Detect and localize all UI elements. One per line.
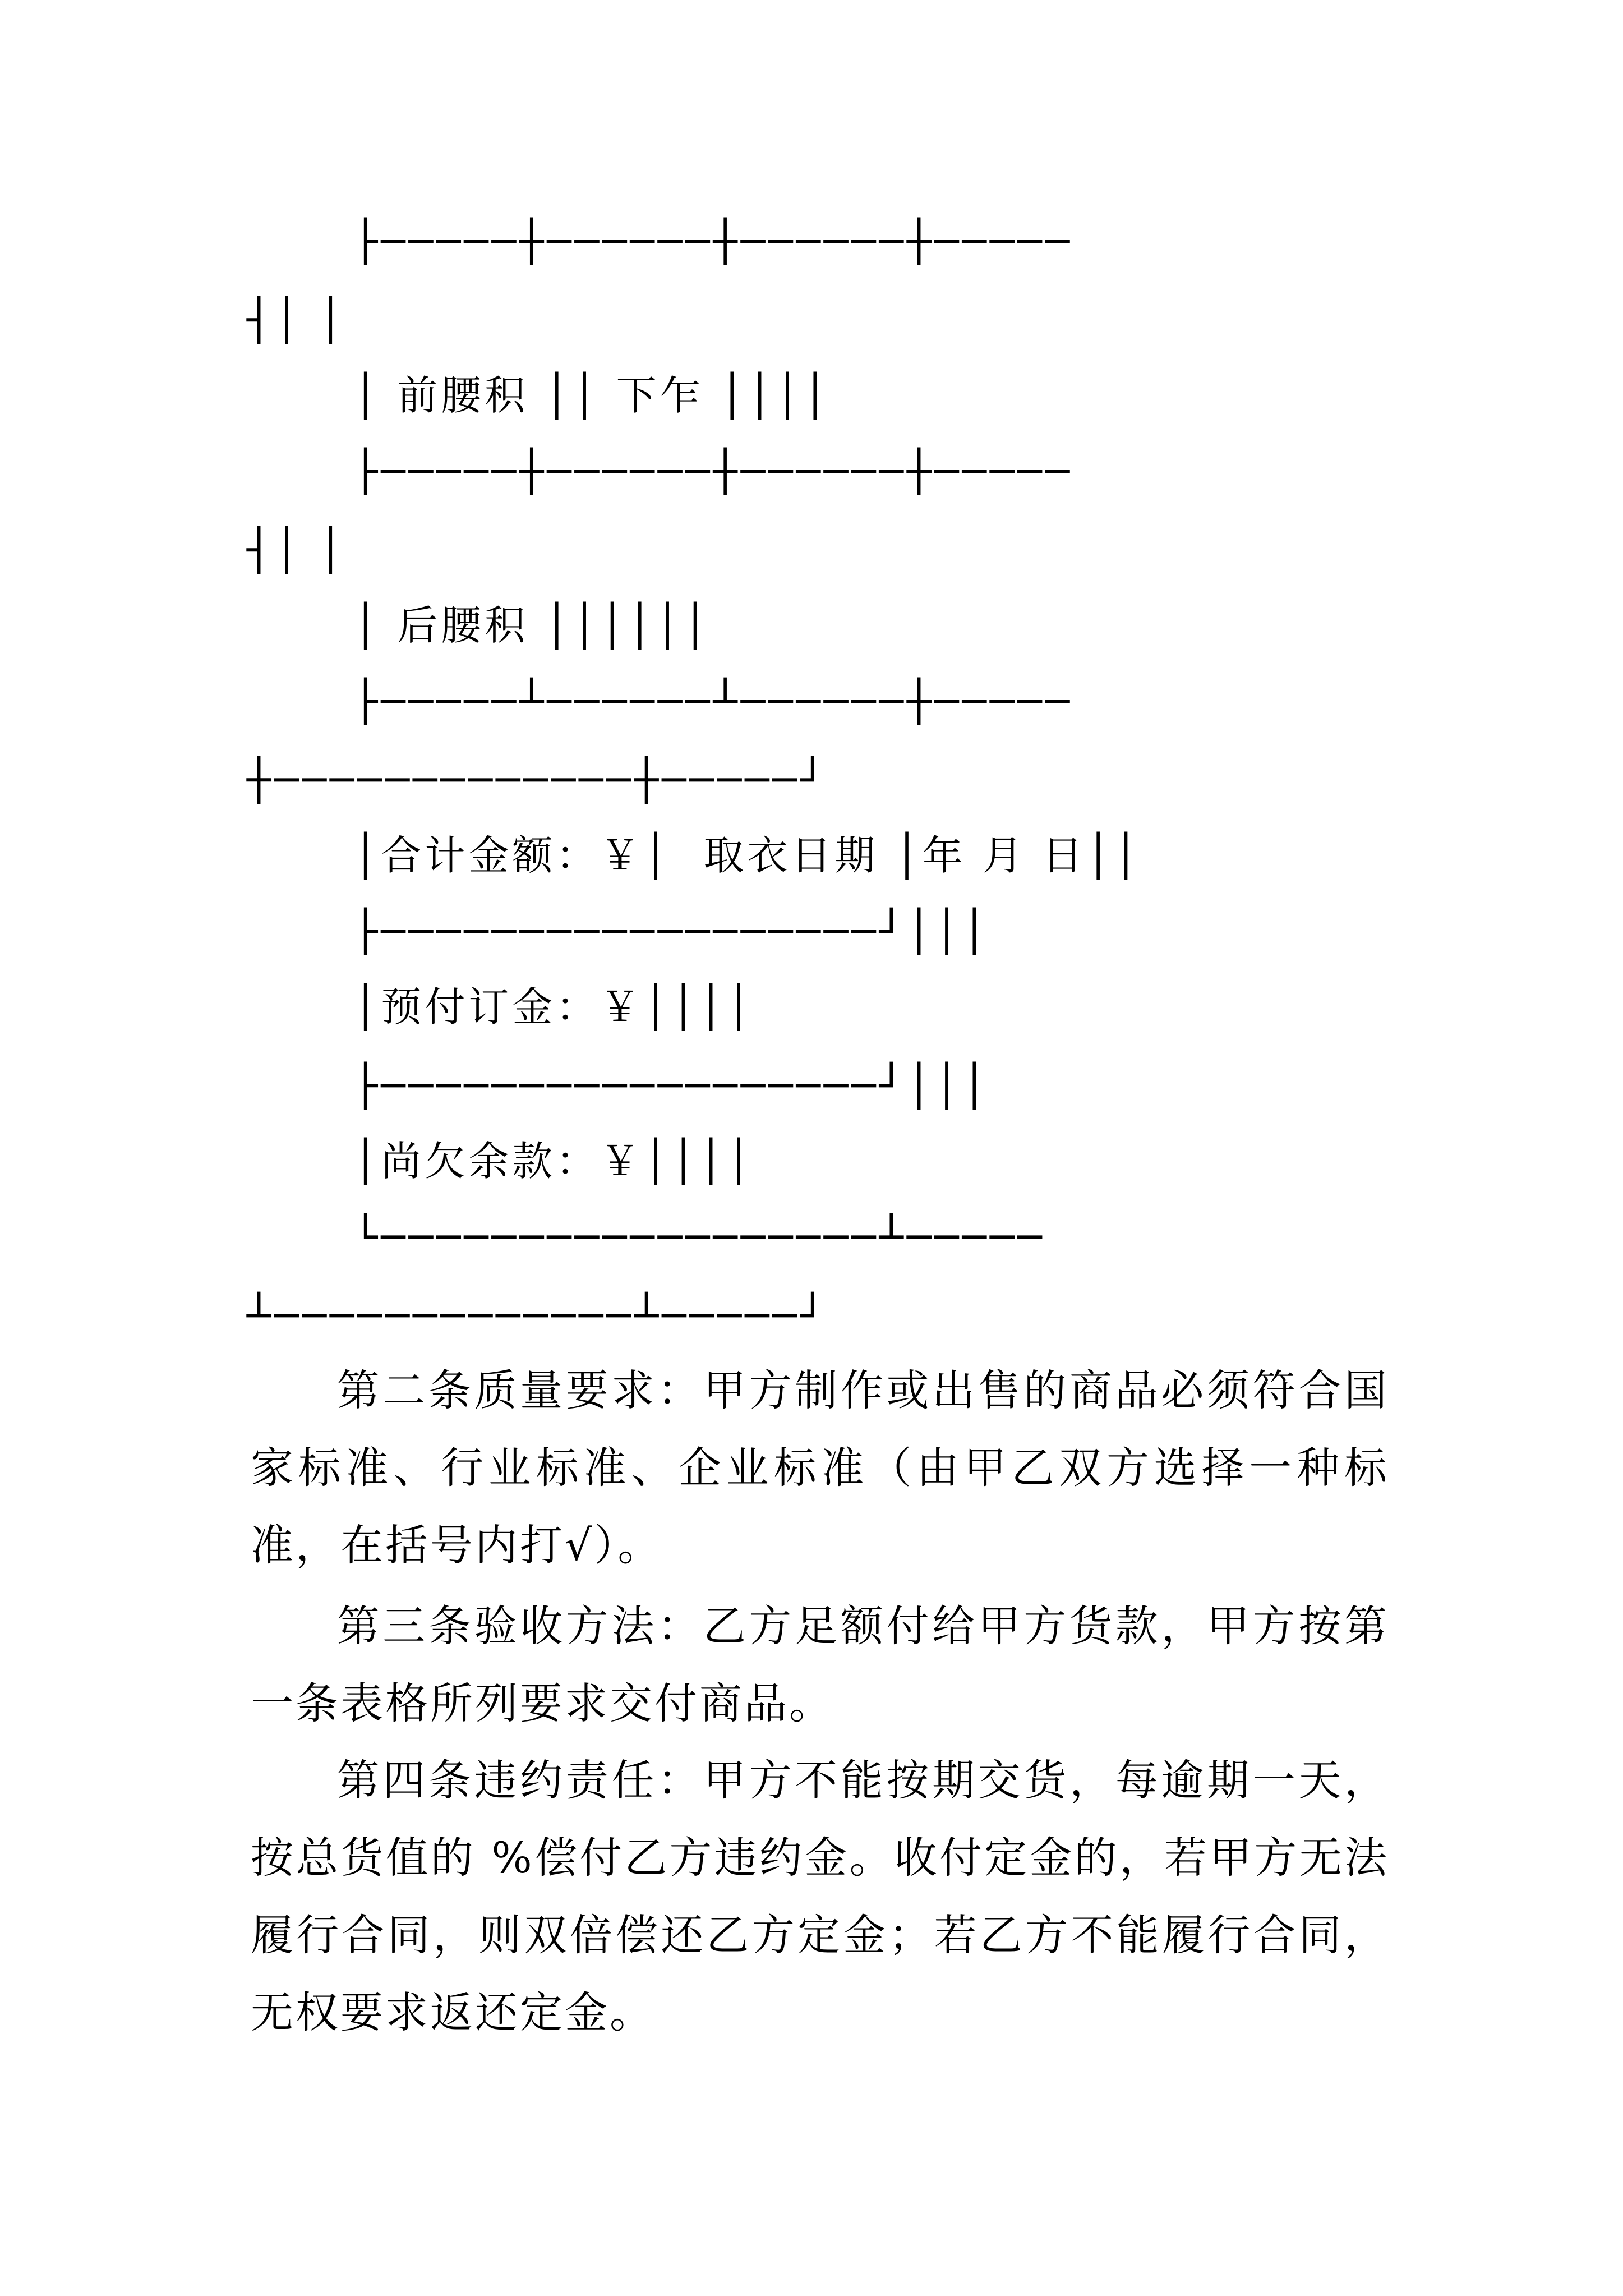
clause-acceptance-method <box>251 1588 1389 1742</box>
table-border-row: ┤│ │ <box>247 296 346 343</box>
table-border-row: ├─────┼──────┼──────┼───── <box>353 218 1073 265</box>
table-row-total-amount: │合计金额：￥│ 取衣日期 │年 月 日││ <box>353 832 1142 879</box>
table-row-back-waist: │ 后腰积 ││││││ <box>353 602 711 649</box>
table-row-deposit: │预付订金：￥││││ <box>353 983 754 1030</box>
clause-liability-for-breach <box>251 1742 1389 2051</box>
clause-quality-requirements <box>251 1352 1389 1584</box>
table-row-front-waist: │ 前腰积 ││ 下乍 ││││ <box>353 372 831 419</box>
table-border-row: ├─────┼──────┼──────┼───── <box>353 448 1073 495</box>
table-border-row: ┤│ │ <box>247 526 346 573</box>
table-border-row: └──────────────────┴───── <box>353 1213 1045 1260</box>
table-border-row: ├─────┴──────┴──────┼───── <box>353 678 1073 725</box>
table-row-balance-due: │尚欠余款：￥││││ <box>353 1138 754 1185</box>
clause-text: 第二条质量要求：甲方制作或出售的商品必须符合国家标准、行业标准、企业标准（由甲乙双方选择一种标准，在括号内打√）。 <box>251 1365 1389 1570</box>
table-border-row: ├──────────────────┘│││ <box>353 908 990 955</box>
clause-text: 第三条验收方法：乙方足额付给甲方货款，甲方按第一条表格所列要求交付商品。 <box>251 1601 1389 1728</box>
table-border-row: ┼─────────────┼─────┘ <box>247 756 828 803</box>
clause-text: 第四条违约责任：甲方不能按期交货，每逾期一天，按总货值的 %偿付乙方违约金。收付定金的，若甲方无法履行合同，则双倍偿还乙方定金；若乙方不能履行合同，无权要求返还定金。 <box>251 1755 1389 2037</box>
table-border-row: ├──────────────────┘│││ <box>353 1062 990 1109</box>
table-border-row: ┴─────────────┴─────┘ <box>247 1292 828 1339</box>
